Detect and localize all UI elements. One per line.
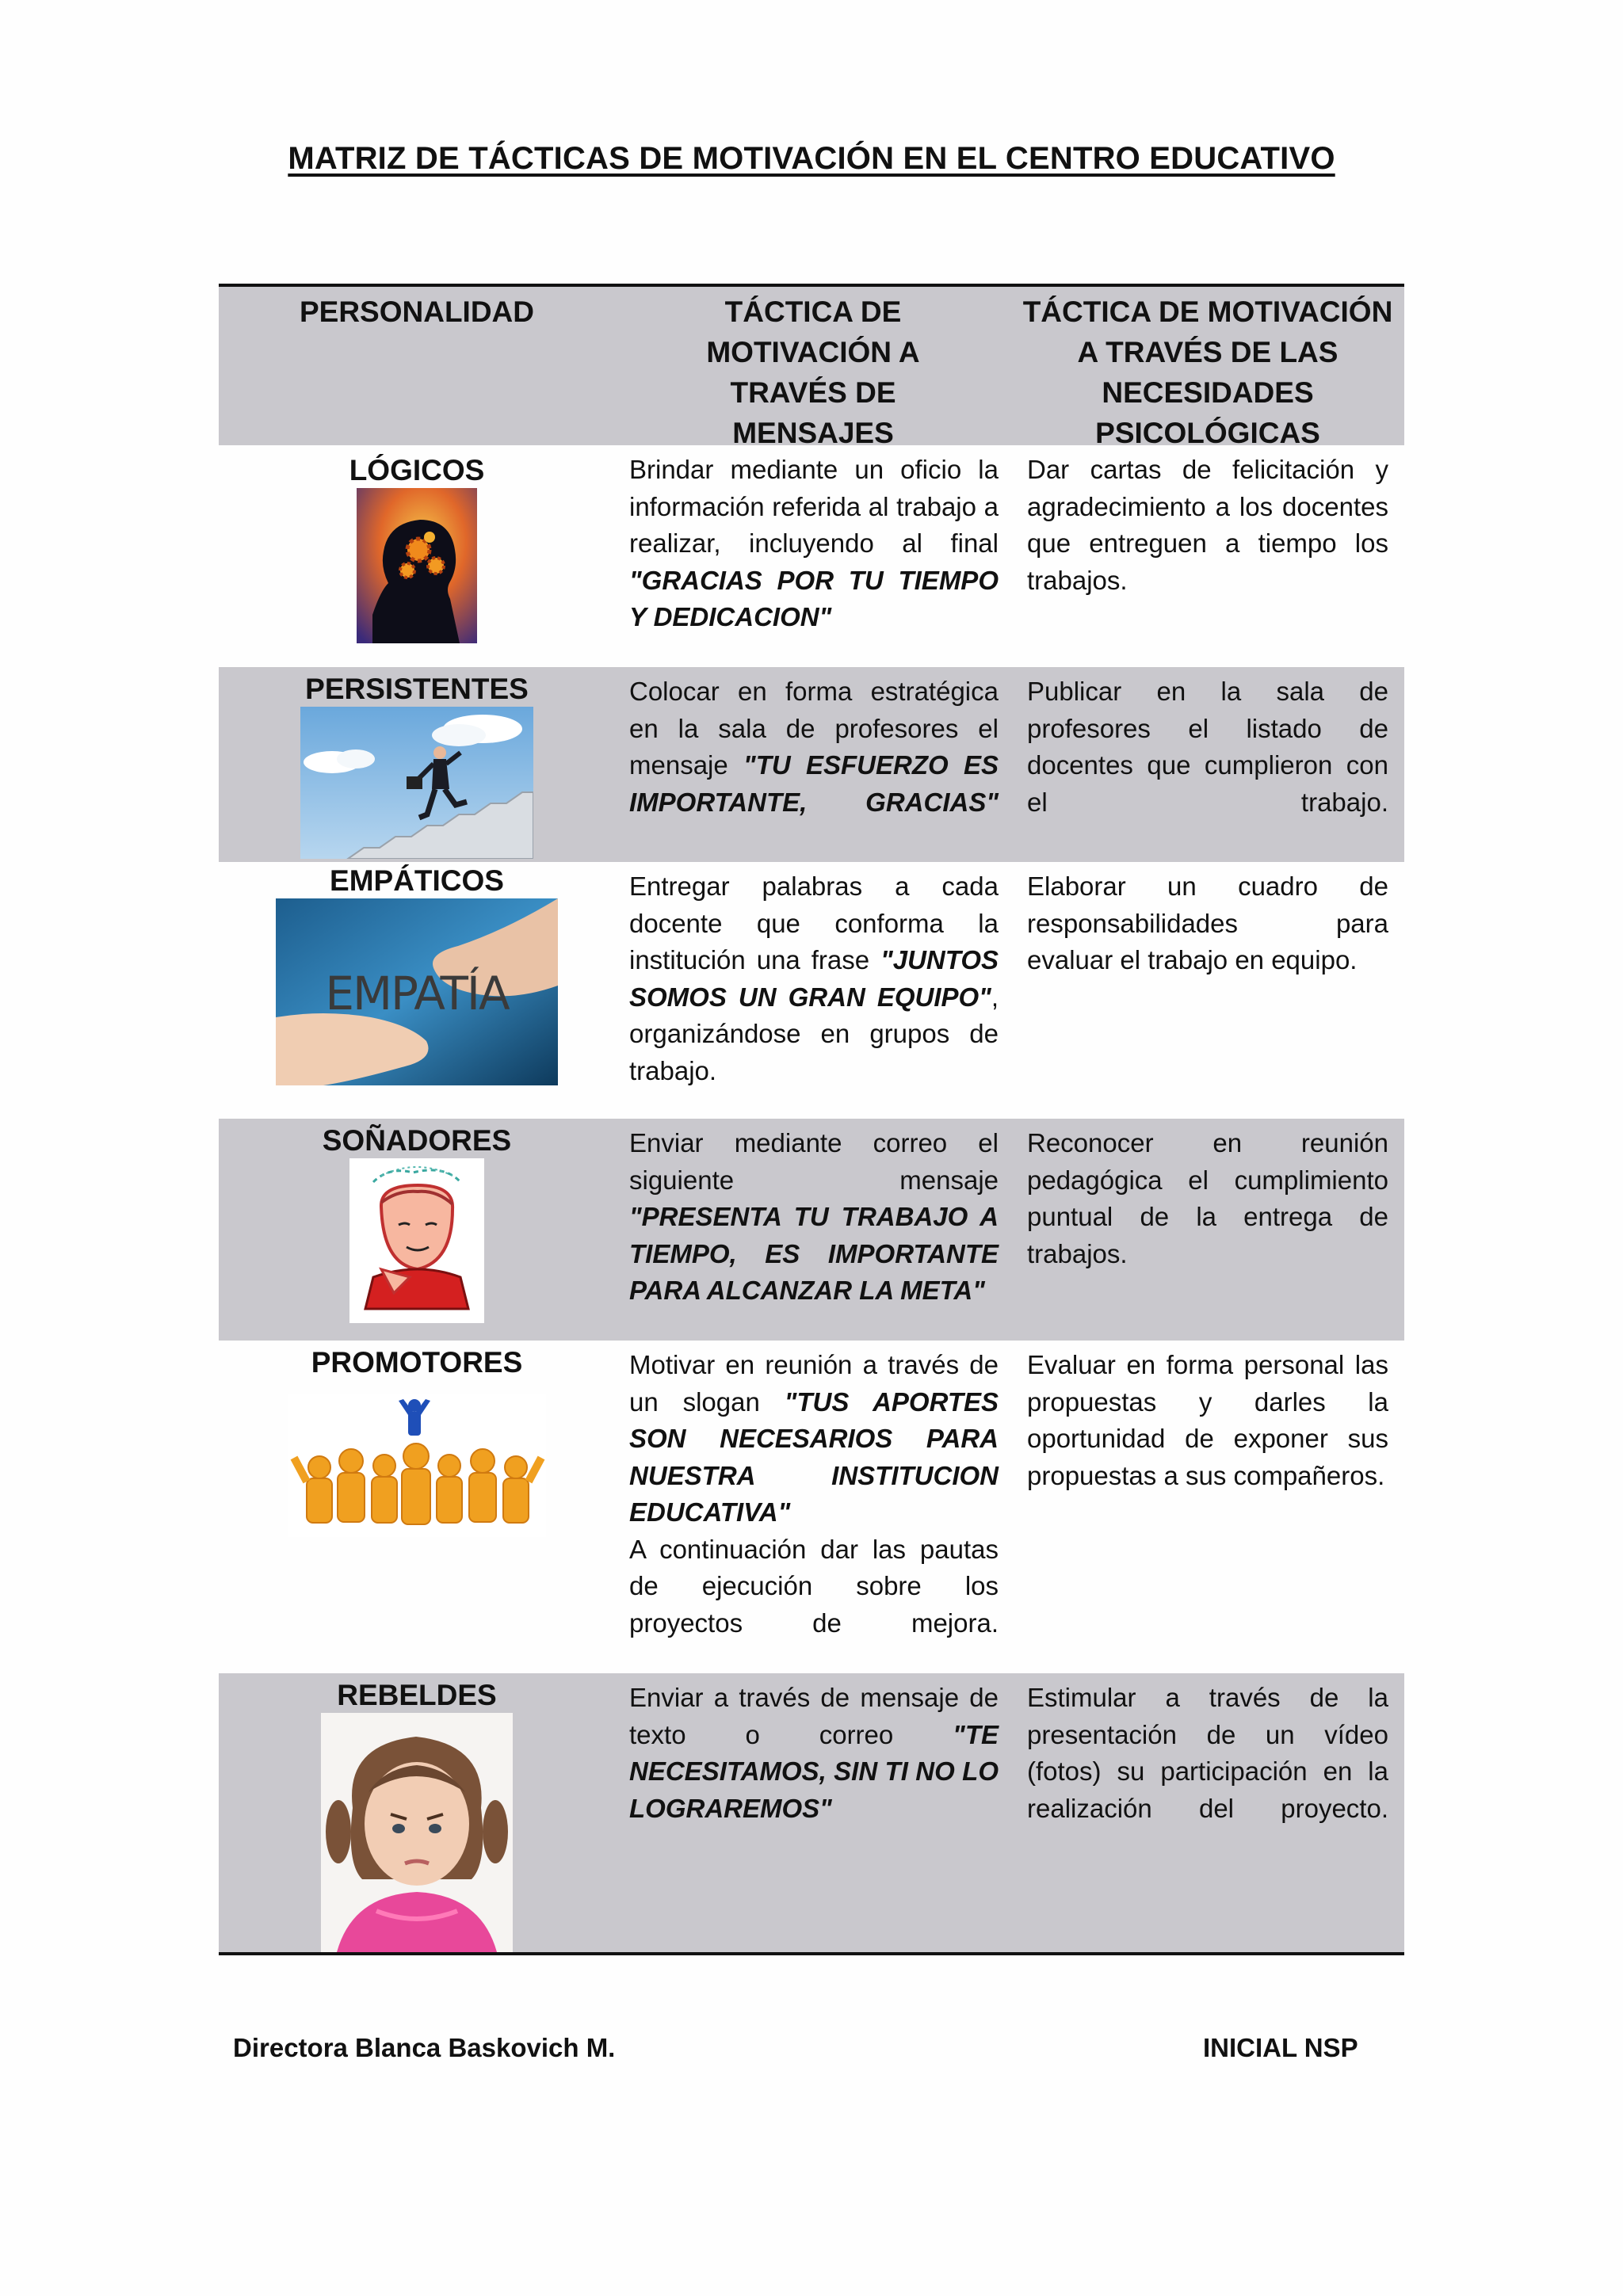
personality-cell (219, 1673, 615, 1952)
message-tactic-cell (615, 1341, 1011, 1673)
message-quote: "PRESENTA TU TRABAJO A TIEMPO, ES IMPORTANTE PARA ALCANZAR LA META" (629, 1202, 999, 1305)
needs-tactic-cell: Reconocer en reunión pedagógica el cumplimiento puntual de la entrega de trabajos. (1027, 1128, 1388, 1268)
personality-cell (219, 862, 615, 1119)
motivation-matrix-table (219, 284, 1404, 1955)
message-text: Brindar mediante un oficio la información referida al trabajo a realizar, incluyendo al final (629, 455, 999, 558)
needs-tactic-cell: Elaborar un cuadro de responsabilidades para evaluar el trabajo en equipo. (1027, 871, 1388, 974)
personality-cell (219, 667, 615, 862)
needs-tactic-cell: Dar cartas de felicitación y agradecimiento a los docentes que entreguen a tiempo los trabajos. (1027, 455, 1388, 595)
message-text: Entregar palabras a cada docente que conforma la institución una frase (629, 871, 999, 974)
footer-institution: INICIAL NSP (1203, 2033, 1358, 2062)
empathy-image-label: EMPATÍA (325, 967, 509, 1020)
message-text: Motivar en reunión a través de un slogan (629, 1350, 999, 1417)
climbing-stairs-image (300, 707, 533, 859)
message-tactic-cell (615, 667, 1011, 862)
table-row (219, 1673, 1404, 1952)
personality-name: EMPÁTICOS (330, 864, 504, 897)
page-title: MATRIZ DE TÁCTICAS DE MOTIVACIÓN EN EL CENTRO EDUCATIVO (288, 141, 1335, 176)
message-quote: "GRACIAS POR TU TIEMPO Y DEDICACION" (629, 565, 999, 631)
needs-tactic-cell: Estimular a través de la presentación de un vídeo (fotos) su participación en la realización del proyecto. (1027, 1683, 1388, 1823)
message-tactic-cell (615, 1119, 1011, 1341)
personality-name: PROMOTORES (311, 1346, 523, 1379)
table-row (219, 1119, 1404, 1341)
personality-name: LÓGICOS (349, 454, 485, 486)
message-tactic-cell (615, 1673, 1011, 1952)
column-header-personalidad: PERSONALIDAD (299, 296, 535, 328)
table-row (219, 445, 1404, 667)
message-extra-text: A continuación dar las pautas de ejecución sobre los proyectos de mejora. (629, 1534, 999, 1638)
upset-girl-image (321, 1713, 513, 1952)
personality-cell (219, 1341, 615, 1673)
message-text-end: , organizándose en grupos de trabajo. (629, 982, 999, 1085)
column-header-necesidades: TÁCTICA DE MOTIVACIÓN A TRAVÉS DE LAS NECESIDADES PSICOLÓGICAS (1022, 296, 1393, 449)
head-gears-image (357, 488, 477, 643)
table-row (219, 862, 1404, 1119)
message-quote: "TU ESFUERZO ES IMPORTANTE, GRACIAS" (629, 750, 999, 817)
message-quote: "TUS APORTES SON NECESARIOS PARA NUESTRA INSTITUCION EDUCATIVA" (629, 1386, 999, 1527)
message-tactic-cell (615, 862, 1011, 1119)
dreamer-cartoon-image (349, 1158, 484, 1323)
needs-tactic-cell: Publicar en la sala de profesores el listado de docentes que cumplieron con el trabajo. (1027, 677, 1388, 817)
personality-cell (219, 1119, 615, 1341)
message-text: Enviar mediante correo el siguiente mensaje (629, 1128, 999, 1195)
table-row (219, 1341, 1404, 1673)
personality-name: REBELDES (337, 1679, 497, 1711)
message-text: Enviar a través de mensaje de texto o correo (629, 1683, 999, 1749)
message-text: Colocar en forma estratégica en la sala de profesores el mensaje (629, 677, 999, 780)
personality-name: PERSISTENTES (305, 673, 529, 705)
personality-cell (219, 445, 615, 667)
footer-signature: Directora Blanca Baskovich M. (233, 2033, 616, 2062)
message-tactic-cell (615, 445, 1011, 667)
message-quote: "JUNTOS SOMOS UN GRAN EQUIPO" (629, 945, 999, 1012)
table-header-row (219, 287, 1404, 449)
needs-tactic-cell: Evaluar en forma personal las propuestas y darles la oportunidad de exponer sus propuestas a sus compañeros. (1027, 1350, 1388, 1490)
personality-name: SOÑADORES (322, 1124, 512, 1157)
message-quote: "TE NECESITAMOS, SIN TI NO LO LOGRAREMOS" (629, 1719, 999, 1823)
empathy-hands-image (276, 898, 558, 1085)
team-figures-image (288, 1394, 546, 1537)
column-header-mensajes: TÁCTICA DE MOTIVACIÓN A TRAVÉS DE MENSAJES (706, 296, 920, 449)
table-row (219, 667, 1404, 862)
